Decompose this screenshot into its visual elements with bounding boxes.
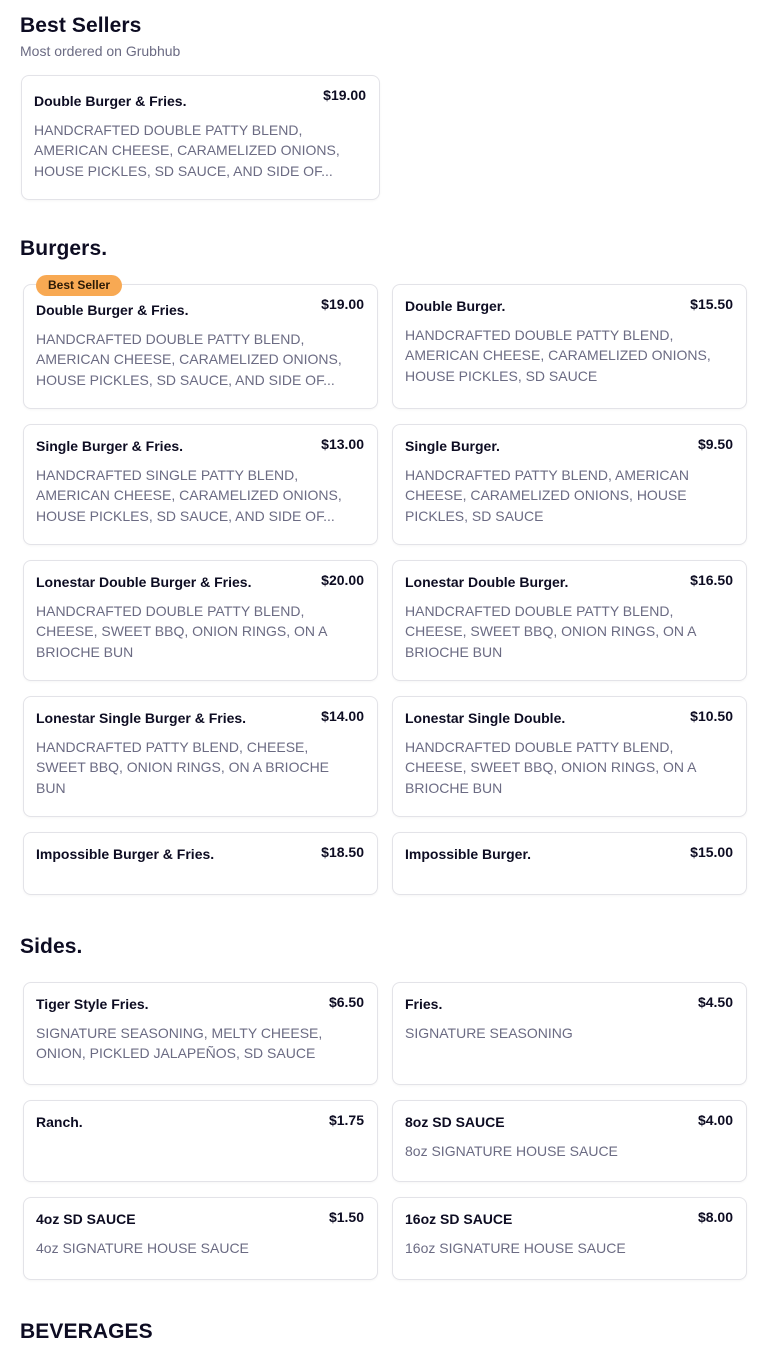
menu-item-card-8oz-sd-sauce[interactable] (392, 1100, 747, 1182)
menu-item-card-lonestar-single-double[interactable] (392, 696, 747, 817)
item-name: Double Burger & Fries. (34, 93, 187, 109)
menu-item-card-tiger-style-fries[interactable] (23, 982, 378, 1085)
menu-item-card-double-burger-fries[interactable] (23, 278, 378, 409)
item-description: HANDCRAFTED PATTY BLEND, AMERICAN CHEESE, CARAMELIZED ONIONS, HOUSE PICKLES, SD SAUCE (405, 467, 689, 524)
item-description: HANDCRAFTED SINGLE PATTY BLEND, AMERICAN CHEESE, CARAMELIZED ONIONS, HOUSE PICKLES, SD SAUCE, AND SIDE OF... (36, 467, 342, 524)
item-description: 8oz SIGNATURE HOUSE SAUCE (405, 1143, 618, 1159)
item-price: $9.50 (697, 436, 733, 452)
section-title-beverages: BEVERAGES (20, 1320, 153, 1343)
best-seller-badge: Best Seller (36, 275, 122, 296)
item-name: Double Burger & Fries. (36, 302, 189, 318)
item-name: 8oz SD SAUCE (405, 1114, 505, 1130)
item-description: HANDCRAFTED PATTY BLEND, CHEESE, SWEET BBQ, ONION RINGS, ON A BRIOCHE BUN (36, 739, 330, 796)
item-price: $1.50 (328, 1209, 364, 1225)
menu-item-card-lonestar-single-burger-fries[interactable] (23, 696, 378, 817)
item-description: SIGNATURE SEASONING, MELTY CHEESE, ONION, PICKLED JALAPEÑOS, SD SAUCE (36, 1025, 323, 1062)
item-price: $8.00 (697, 1209, 733, 1225)
item-price: $18.50 (321, 844, 364, 860)
menu-item-card-lonestar-double-burger[interactable] (392, 560, 747, 681)
item-name: 4oz SD SAUCE (36, 1211, 136, 1227)
item-price: $14.00 (321, 708, 364, 724)
section-subtitle-best-sellers: Most ordered on Grubhub (20, 43, 181, 59)
item-name: Ranch. (36, 1114, 83, 1130)
menu-item-card-16oz-sd-sauce[interactable] (392, 1197, 747, 1280)
item-name: Single Burger & Fries. (36, 438, 184, 454)
item-name: Lonestar Single Double. (405, 710, 566, 726)
menu-item-card-double-burger[interactable] (392, 284, 747, 409)
item-name: Fries. (405, 996, 443, 1012)
menu-item-card-single-burger-fries[interactable] (23, 424, 378, 545)
item-description: SIGNATURE SEASONING (405, 1025, 573, 1041)
menu-item-card-fries[interactable] (392, 982, 747, 1085)
item-price: $16.50 (690, 572, 733, 588)
item-price: $4.00 (697, 1112, 733, 1128)
item-price: $10.50 (690, 708, 733, 724)
item-name: Lonestar Double Burger & Fries. (36, 574, 252, 590)
item-price: $1.75 (328, 1112, 364, 1128)
item-name: Double Burger. (405, 298, 506, 314)
item-description: HANDCRAFTED DOUBLE PATTY BLEND, AMERICAN CHEESE, CARAMELIZED ONIONS, HOUSE PICKLES, SD SAUCE, AND SIDE OF... (34, 122, 340, 179)
item-name: Lonestar Double Burger. (405, 574, 569, 590)
menu-item-card-best-double-burger-fries[interactable] (21, 75, 380, 200)
item-name: Impossible Burger & Fries. (36, 846, 215, 862)
item-name: Tiger Style Fries. (36, 996, 149, 1012)
item-price: $4.50 (697, 994, 733, 1010)
item-price: $15.50 (690, 296, 733, 312)
item-description: HANDCRAFTED DOUBLE PATTY BLEND, CHEESE, SWEET BBQ, ONION RINGS, ON A BRIOCHE BUN (405, 739, 696, 796)
section-title-burgers: Burgers. (20, 237, 108, 260)
item-price: $20.00 (321, 572, 364, 588)
menu-item-card-impossible-burger[interactable] (392, 832, 747, 895)
section-title-best-sellers: Best Sellers (20, 14, 142, 37)
item-price: $19.00 (321, 296, 364, 312)
item-description: HANDCRAFTED DOUBLE PATTY BLEND, AMERICAN CHEESE, CARAMELIZED ONIONS, HOUSE PICKLES, SD SAUCE, AND SIDE OF... (36, 331, 342, 388)
menu-item-card-4oz-sd-sauce[interactable] (23, 1197, 378, 1280)
item-price: $19.00 (323, 87, 366, 103)
item-name: Lonestar Single Burger & Fries. (36, 710, 247, 726)
item-name: Single Burger. (405, 438, 500, 454)
item-description: HANDCRAFTED DOUBLE PATTY BLEND, CHEESE, SWEET BBQ, ONION RINGS, ON A BRIOCHE BUN (36, 603, 327, 660)
item-description: 16oz SIGNATURE HOUSE SAUCE (405, 1240, 626, 1256)
item-price: $6.50 (328, 994, 364, 1010)
item-name: 16oz SD SAUCE (405, 1211, 513, 1227)
item-description: HANDCRAFTED DOUBLE PATTY BLEND, CHEESE, SWEET BBQ, ONION RINGS, ON A BRIOCHE BUN (405, 603, 696, 660)
menu-item-card-single-burger[interactable] (392, 424, 747, 545)
item-price: $13.00 (321, 436, 364, 452)
section-title-sides: Sides. (20, 935, 83, 958)
menu-item-card-lonestar-double-burger-fries[interactable] (23, 560, 378, 681)
menu-item-card-ranch[interactable] (23, 1100, 378, 1182)
menu-item-card-impossible-burger-fries[interactable] (23, 832, 378, 895)
item-description: HANDCRAFTED DOUBLE PATTY BLEND, AMERICAN CHEESE, CARAMELIZED ONIONS, HOUSE PICKLES, SD SAUCE (405, 327, 711, 384)
item-description: 4oz SIGNATURE HOUSE SAUCE (36, 1240, 249, 1256)
item-price: $15.00 (690, 844, 733, 860)
item-name: Impossible Burger. (405, 846, 532, 862)
